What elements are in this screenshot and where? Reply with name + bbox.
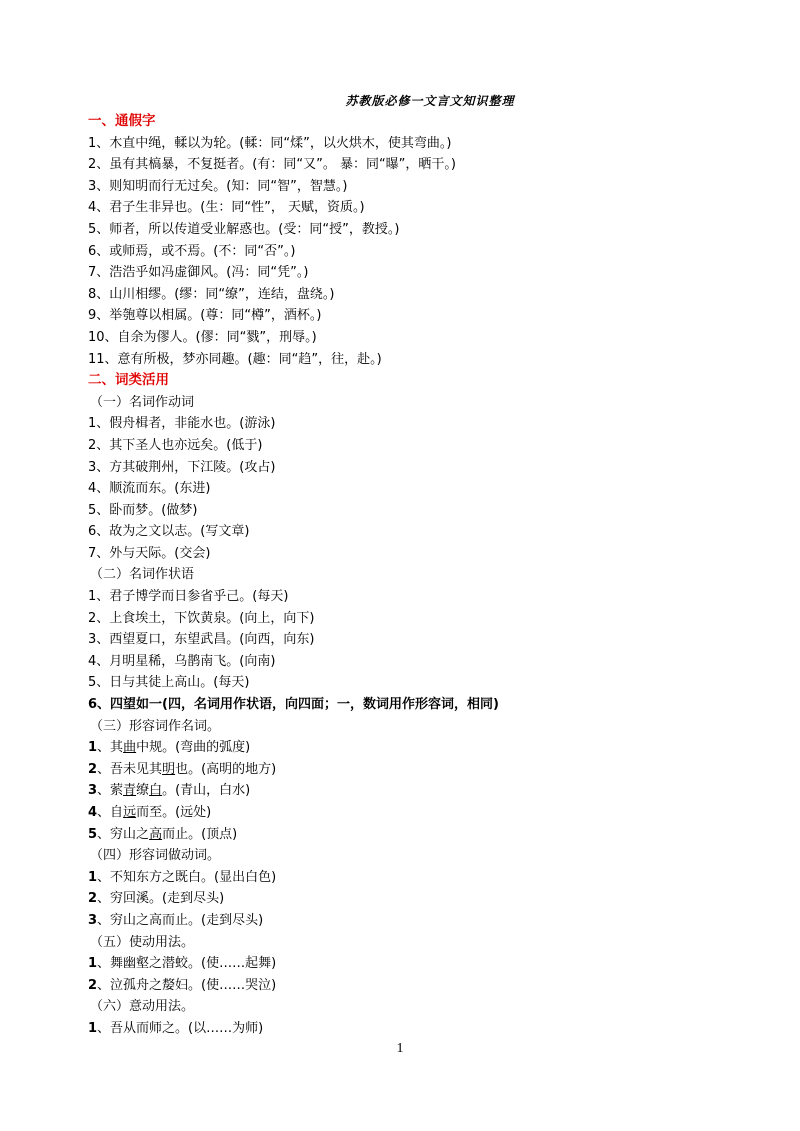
underlined-word: 曲 [123, 740, 137, 756]
section-heading-tongjiazi: 一、通假字 [88, 113, 156, 129]
list-item: 3、西望夏口，东望武昌。(向西，向东) [88, 632, 315, 648]
list-item: 3、则知明而行无过矣。(知：同“智”，智慧。) [88, 178, 348, 194]
item-number: 1 [88, 956, 98, 972]
list-item [88, 759, 738, 781]
list-item: 8、山川相缪。(缪：同“缭”，连结，盘绕。) [88, 286, 335, 302]
item-text: 、吾从而师之。(以……为师) [97, 1020, 264, 1036]
item-text: 、穷回溪。(走到尽头) [97, 891, 225, 907]
list-item [88, 910, 738, 932]
list-item [88, 802, 738, 824]
list-item: 10、自余为僇人。(僇：同“戮”，刑辱。) [88, 329, 317, 345]
underlined-word: 青 [123, 783, 137, 799]
item-text: 、穷山之高而止。(走到尽头) [97, 912, 264, 928]
item-number: 4 [88, 805, 98, 820]
item-text: 也。(高明的地方) [175, 761, 277, 777]
document-title: 苏教版必修一文言文知识整理 [345, 94, 515, 108]
subsection-label: （四）形容词做动词。 [90, 848, 221, 864]
item-text: 、自 [97, 805, 124, 820]
list-item: 7、外与天际。(交会) [88, 545, 211, 561]
list-item: 5、卧而梦。(做梦) [88, 502, 198, 518]
item-text: 、萦 [97, 783, 124, 799]
underlined-word: 高 [149, 826, 163, 842]
list-item: 2、其下圣人也亦远矣。(低于) [88, 437, 263, 453]
list-item: 4、月明星稀，乌鹊南飞。(向南) [88, 653, 276, 669]
list-item: 6、或师焉，或不焉。(不：同“否”。) [88, 243, 296, 259]
list-item: 6、故为之文以志。(写文章) [88, 524, 250, 540]
item-text: 缭 [136, 783, 150, 799]
list-item [88, 1018, 738, 1040]
item-text: 中规。(弯曲的弧度) [136, 740, 251, 756]
underlined-word: 明 [162, 761, 176, 777]
list-item [88, 888, 738, 910]
list-item [88, 975, 738, 997]
list-item: 4、君子生非异也。(生：同“性”， 天赋，资质。) [88, 200, 365, 216]
list-item: 1、假舟楫者，非能水也。(游泳) [88, 416, 276, 432]
item-text: 而至。(远处) [136, 805, 212, 820]
item-number: 2 [88, 891, 98, 907]
item-number: 1 [88, 1020, 98, 1036]
list-item [88, 780, 738, 802]
list-item: 2、虽有其槁暴，不复挺者。(有：同“又”。 暴：同“曝”，晒干。) [88, 157, 456, 173]
list-item: 9、举匏尊以相属。(尊：同“樽”，酒杯。) [88, 308, 322, 324]
document-body [88, 111, 738, 1040]
section-heading-cileihuoyong: 二、词类活用 [88, 372, 169, 389]
subsection-label: （五）使动用法。 [90, 934, 195, 950]
list-item [88, 824, 738, 846]
list-item [88, 953, 738, 975]
list-item: 6、四望如一(四，名词用作状语，向四面；一，数词用作形容词，相同) [88, 697, 499, 713]
list-item: 7、浩浩乎如冯虚御风。(冯：同“凭”。) [88, 265, 309, 281]
list-item: 11、意有所极，梦亦同趣。(趣：同“趋”，往，赴。) [88, 351, 382, 367]
underlined-word: 远 [123, 805, 137, 820]
item-number: 2 [88, 977, 98, 993]
subsection-label: （三）形容词作名词。 [90, 718, 221, 734]
list-item [88, 867, 738, 889]
item-text: 。(青山，白水) [162, 783, 251, 799]
subsection-label: （二）名词作状语 [90, 567, 195, 583]
list-item: 3、方其破荆州，下江陵。(攻占) [88, 459, 276, 475]
subsection-label: （一）名词作动词 [90, 394, 195, 410]
item-number: 2 [88, 761, 98, 777]
list-item: 5、日与其徒上高山。(每天) [88, 675, 250, 691]
list-item: 5、师者，所以传道受业解惑也。(受：同“授”，教授。) [88, 221, 400, 237]
list-item: 1、君子博学而日参省乎己。(每天) [88, 589, 289, 605]
underlined-word: 白 [149, 783, 163, 799]
page-number: 1 [396, 1041, 404, 1056]
item-text: 、其 [97, 740, 124, 756]
item-text: 、吾未见其 [97, 761, 163, 777]
item-number: 1 [88, 869, 98, 885]
item-number: 5 [88, 826, 98, 842]
subsection-label: （六）意动用法。 [90, 999, 195, 1015]
list-item: 4、顺流而东。(东进) [88, 481, 211, 497]
item-text: 、舞幽壑之潜蛟。(使……起舞) [97, 956, 277, 972]
item-number: 1 [88, 740, 98, 756]
item-text: 、穷山之 [97, 826, 150, 842]
list-item [88, 737, 738, 759]
list-item: 1、木直中绳，輮以为轮。(輮：同“煣”，以火烘木，使其弯曲。) [88, 135, 452, 151]
item-number: 3 [88, 912, 98, 928]
item-number: 3 [88, 783, 98, 799]
list-item: 2、上食埃土，下饮黄泉。(向上，向下) [88, 610, 315, 626]
item-text: 、泣孤舟之嫠妇。(使……哭泣) [97, 977, 277, 993]
item-text: 而止。(顶点) [162, 826, 238, 842]
item-text: 、不知东方之既白。(显出白色) [97, 869, 277, 885]
